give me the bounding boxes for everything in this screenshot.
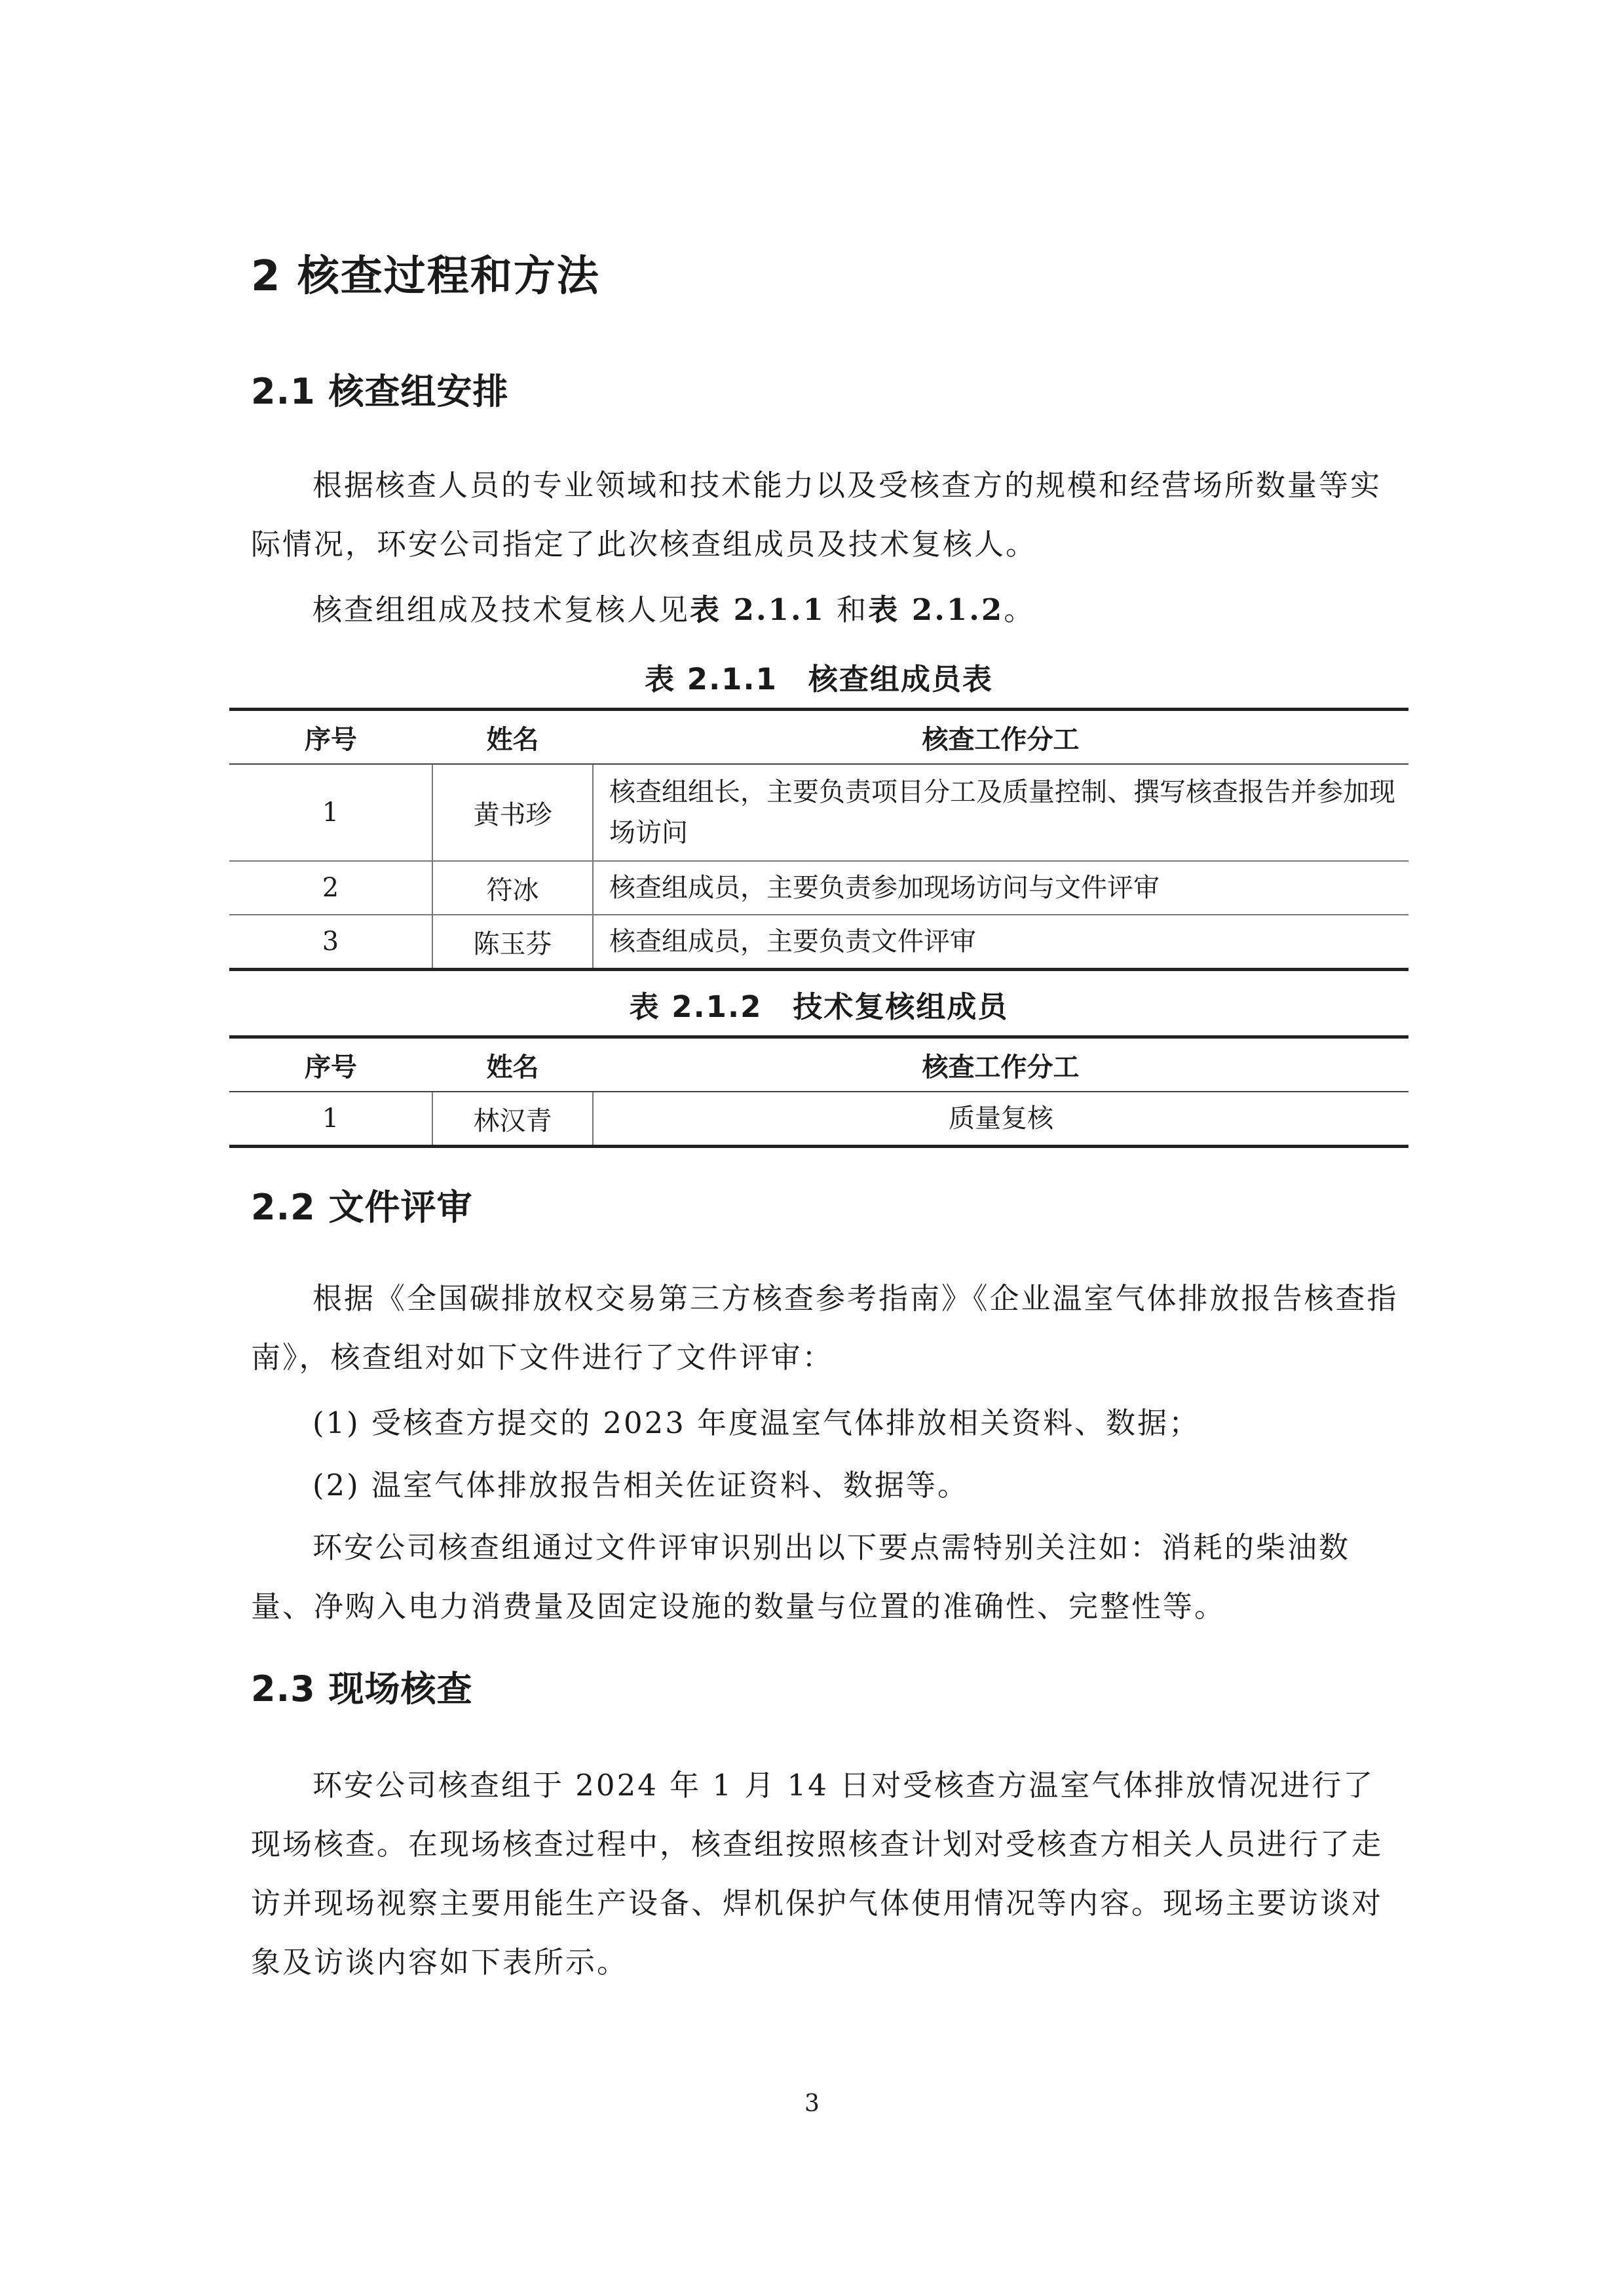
- section-2-3-paragraph: 环安公司核查组于 2024 年 1 月 14 日对受核查方温室气体排放情况进行了现场核查。在现场核查过程中，核查组按照核查计划对受核查方相关人员进行了走访并现场视察主要用能生产设备、焊机保护气体使用情况等内容。现场主要访谈对象及访谈内容如下表所示。: [251, 1768, 1384, 1980]
- section-2-2-paragraph: 根据《全国碳排放权交易第三方核查参考指南》《企业温室气体排放报告核查指南》，核查组对如下文件进行了文件评审：: [251, 1281, 1399, 1375]
- cell-duty: 质量复核: [593, 1092, 1408, 1147]
- review-item-2: (2) 温室气体排放报告相关佐证资料、数据等。: [312, 1468, 970, 1502]
- section-2-2-title: 2.2 文件评审: [251, 1187, 473, 1228]
- table-header-row: [229, 710, 1408, 765]
- table-reference-paragraph: [251, 581, 1404, 640]
- page-number: 3: [804, 2090, 820, 2117]
- section-2-1-title: 2.1 核查组安排: [251, 371, 509, 412]
- table-2-1-2: [229, 1035, 1408, 1148]
- cell-duty: 核查组成员，主要负责文件评审: [593, 915, 1408, 970]
- table-2-1-1-caption: 表 2.1.1 核查组成员表: [645, 662, 993, 697]
- cell-duty: 核查组成员，主要负责参加现场访问与文件评审: [593, 861, 1408, 915]
- chapter-title: 2 核查过程和方法: [251, 252, 600, 301]
- table-row: [229, 764, 1408, 861]
- table-2-1-1: [229, 708, 1408, 971]
- cell-name: 符冰: [432, 861, 593, 915]
- header-duty: 核查工作分工: [593, 710, 1408, 765]
- table-row: [229, 1092, 1408, 1147]
- cell-duty: 核查组组长，主要负责项目分工及质量控制、撰写核查报告并参加现场访问: [593, 764, 1408, 861]
- section-2-2-findings: 环安公司核查组通过文件评审识别出以下要点需特别关注如：消耗的柴油数量、净购入电力消费量及固定设施的数量与位置的准确性、完整性等。: [251, 1530, 1351, 1624]
- cell-no: 1: [229, 764, 432, 861]
- section-2-1-paragraph: 根据核查人员的专业领域和技术能力以及受核查方的规模和经营场所数量等实际情况，环安公司指定了此次核查组成员及技术复核人。: [251, 468, 1382, 562]
- section-2-3-title: 2.3 现场核查: [251, 1668, 473, 1710]
- table-2-1-2-caption: 表 2.1.2 技术复核组成员: [629, 989, 1009, 1024]
- cell-no: 1: [229, 1092, 432, 1147]
- reference-mid: 和: [825, 592, 869, 627]
- cell-no: 3: [229, 915, 432, 970]
- header-no: 序号: [229, 1037, 432, 1092]
- reference-suffix: 。: [1004, 592, 1036, 627]
- header-duty: 核查工作分工: [593, 1037, 1408, 1092]
- header-name: 姓名: [432, 710, 593, 765]
- table-row: [229, 915, 1408, 970]
- table-header-row: [229, 1037, 1408, 1092]
- table-ref-2-1-2: 表 2.1.2: [868, 592, 1004, 627]
- cell-no: 2: [229, 861, 432, 915]
- table-row: [229, 861, 1408, 915]
- review-item-1: (1) 受核查方提交的 2023 年度温室气体排放相关资料、数据；: [312, 1406, 1201, 1440]
- header-no: 序号: [229, 710, 432, 765]
- table-ref-2-1-1: 表 2.1.1: [690, 592, 825, 627]
- reference-prefix: 核查组组成及技术复核人见: [312, 592, 690, 627]
- header-name: 姓名: [432, 1037, 593, 1092]
- cell-name: 林汉青: [432, 1092, 593, 1147]
- cell-name: 陈玉芬: [432, 915, 593, 970]
- cell-name: 黄书珍: [432, 764, 593, 861]
